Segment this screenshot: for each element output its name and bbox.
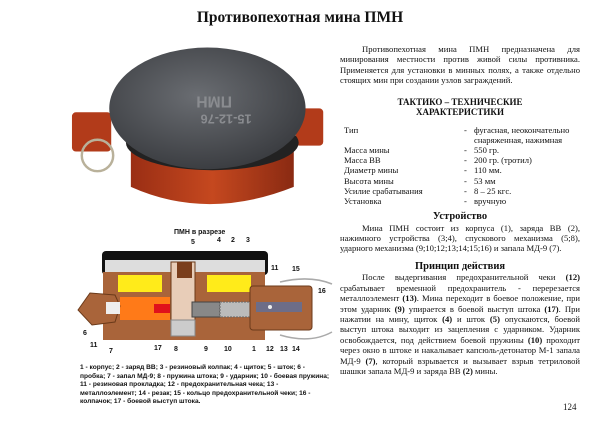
label-8: 8 — [174, 346, 178, 353]
device-heading: Устройство — [432, 211, 488, 223]
text-segment: проходит через окно в штоке и накалывает капсюль-детонатор М-1 запала МД-9 — [340, 334, 580, 366]
part-reference: (2) — [462, 365, 473, 376]
spec-row — [340, 155, 580, 165]
label-11b: 11 — [90, 342, 98, 349]
spec-value: 110 мм. — [474, 165, 502, 176]
spec-row — [340, 165, 580, 175]
spec-label: Диаметр мины — [344, 165, 399, 176]
svg-text:15-12-76: 15-12-76 — [200, 111, 252, 127]
part-reference: (9) — [394, 303, 405, 314]
text-segment: . При нажатии на мину, щиток — [340, 303, 580, 324]
label-4: 4 — [217, 237, 221, 244]
text-segment: опускаются, боевой выступ штока выходит из зацепления с ударником. Ударник освобождается, под действием боевой пружины — [340, 313, 580, 345]
text-segment: . Мина переходит в боевое положение, при этом ударник — [340, 293, 580, 314]
spec-value: 8 – 25 кгс. — [474, 185, 512, 196]
label-9: 9 — [204, 346, 208, 353]
specs-heading: ТАКТИКО – ТЕХНИЧЕСКИЕ ХАРАКТЕРИСТИКИ — [397, 96, 523, 118]
cross-section-diagram — [70, 220, 340, 360]
label-2: 2 — [231, 237, 235, 244]
label-5: 5 — [191, 239, 195, 246]
spec-label: Установка — [344, 196, 382, 207]
label-3: 3 — [246, 237, 250, 244]
principle-heading: Принцип действия — [414, 260, 506, 272]
part-reference: (17) — [544, 303, 559, 314]
part-reference: (5) — [489, 313, 500, 324]
spec-dash: - — [464, 185, 467, 196]
device-paragraph: Мина ПМН состоит из корпуса (1), заряда ВВ (2), нажимного устройства (3;4), спускового механизма (5;8), ударного механизма (9;10;12;13;14;15;16) и запала МД-9 (7). — [340, 222, 580, 254]
spec-dash: - — [464, 124, 467, 135]
spec-dash: - — [464, 165, 467, 176]
spec-dash: - — [464, 145, 467, 156]
diagram-legend: 1 - корпус; 2 - заряд ВВ; 3 - резиновый колпак; 4 - щиток; 5 - шток; 6 - пробка; 7 - запал МД-9; 8 - пружина штока; 9 - ударник; 10 - боевая пружина; 11 - резиновая прокладка; 12 - предохранительная чека; 13 - металлоэлемент; 14 - резак; 15 - кольцо предохранительной чеки; 16 - колпачок; 17 - боевой выступ штока. — [80, 364, 330, 406]
spec-value: 550 гр. — [474, 145, 500, 156]
spec-label: Усилие срабатывания — [344, 185, 423, 196]
part-reference: (13) — [402, 293, 417, 304]
page-title: Противопехотная мина ПМН — [196, 9, 404, 26]
spec-value: 200 гр. (тротил) — [474, 155, 532, 166]
text-segment: срабатывает временной предохранитель - перерезается металлоэлемент — [340, 282, 580, 304]
spec-row — [340, 145, 580, 155]
label-11: 11 — [271, 265, 279, 272]
text-segment: и шток — [452, 313, 490, 324]
diagram-caption: ПМН в разрезе — [174, 229, 226, 236]
label-10: 10 — [224, 346, 232, 353]
text-segment: мины. — [472, 365, 498, 376]
right-column — [340, 44, 580, 376]
part-reference: (4) — [442, 313, 453, 324]
intro-paragraph: Противопехотная мина ПМН предназначена для минирования местности против живой силы противника. Применяется для установки в минных полях, а также отдельно стоящих мин при создании узлов заграждений. — [340, 44, 580, 86]
label-17: 17 — [154, 345, 162, 352]
spec-row — [340, 125, 580, 145]
spec-row — [340, 186, 580, 196]
spec-value: фугасная, неокончательно снаряженная, нажимная — [474, 124, 570, 145]
spec-value: 53 мм — [474, 175, 496, 186]
part-reference: (7) — [365, 355, 376, 366]
spec-value: вручную — [474, 196, 507, 207]
label-12: 12 — [266, 346, 274, 353]
label-6: 6 — [83, 330, 87, 337]
spec-label: Высота мины — [344, 175, 394, 186]
spec-dash: - — [464, 175, 467, 186]
principle-paragraph — [340, 272, 580, 376]
spec-row — [340, 176, 580, 186]
page-number: 124 — [563, 402, 577, 412]
label-15: 15 — [292, 266, 300, 273]
label-14: 14 — [292, 346, 300, 353]
text-segment: упирается в боевой выступ штока — [404, 303, 545, 314]
spec-label: Тип — [344, 124, 359, 135]
part-reference: (12) — [565, 272, 580, 283]
specs-table — [340, 125, 580, 207]
label-7: 7 — [109, 348, 113, 355]
spec-dash: - — [464, 155, 467, 166]
label-13: 13 — [280, 346, 288, 353]
text-segment: , который взрывается и вызывает взрыв тетриловой шашки запала МД-9 и заряда ВВ — [340, 355, 581, 376]
svg-text:ПМН: ПМН — [196, 92, 232, 110]
label-16: 16 — [318, 288, 326, 295]
part-reference: (10) — [527, 334, 543, 345]
spec-label: Масса ВВ — [344, 155, 381, 166]
text-segment: После выдергивания предохранительной чеки — [362, 272, 566, 283]
spec-dash: - — [464, 196, 467, 207]
spec-label: Масса мины — [344, 145, 390, 156]
label-1: 1 — [252, 346, 256, 353]
mine-photo — [70, 38, 335, 218]
spec-row — [340, 196, 580, 206]
